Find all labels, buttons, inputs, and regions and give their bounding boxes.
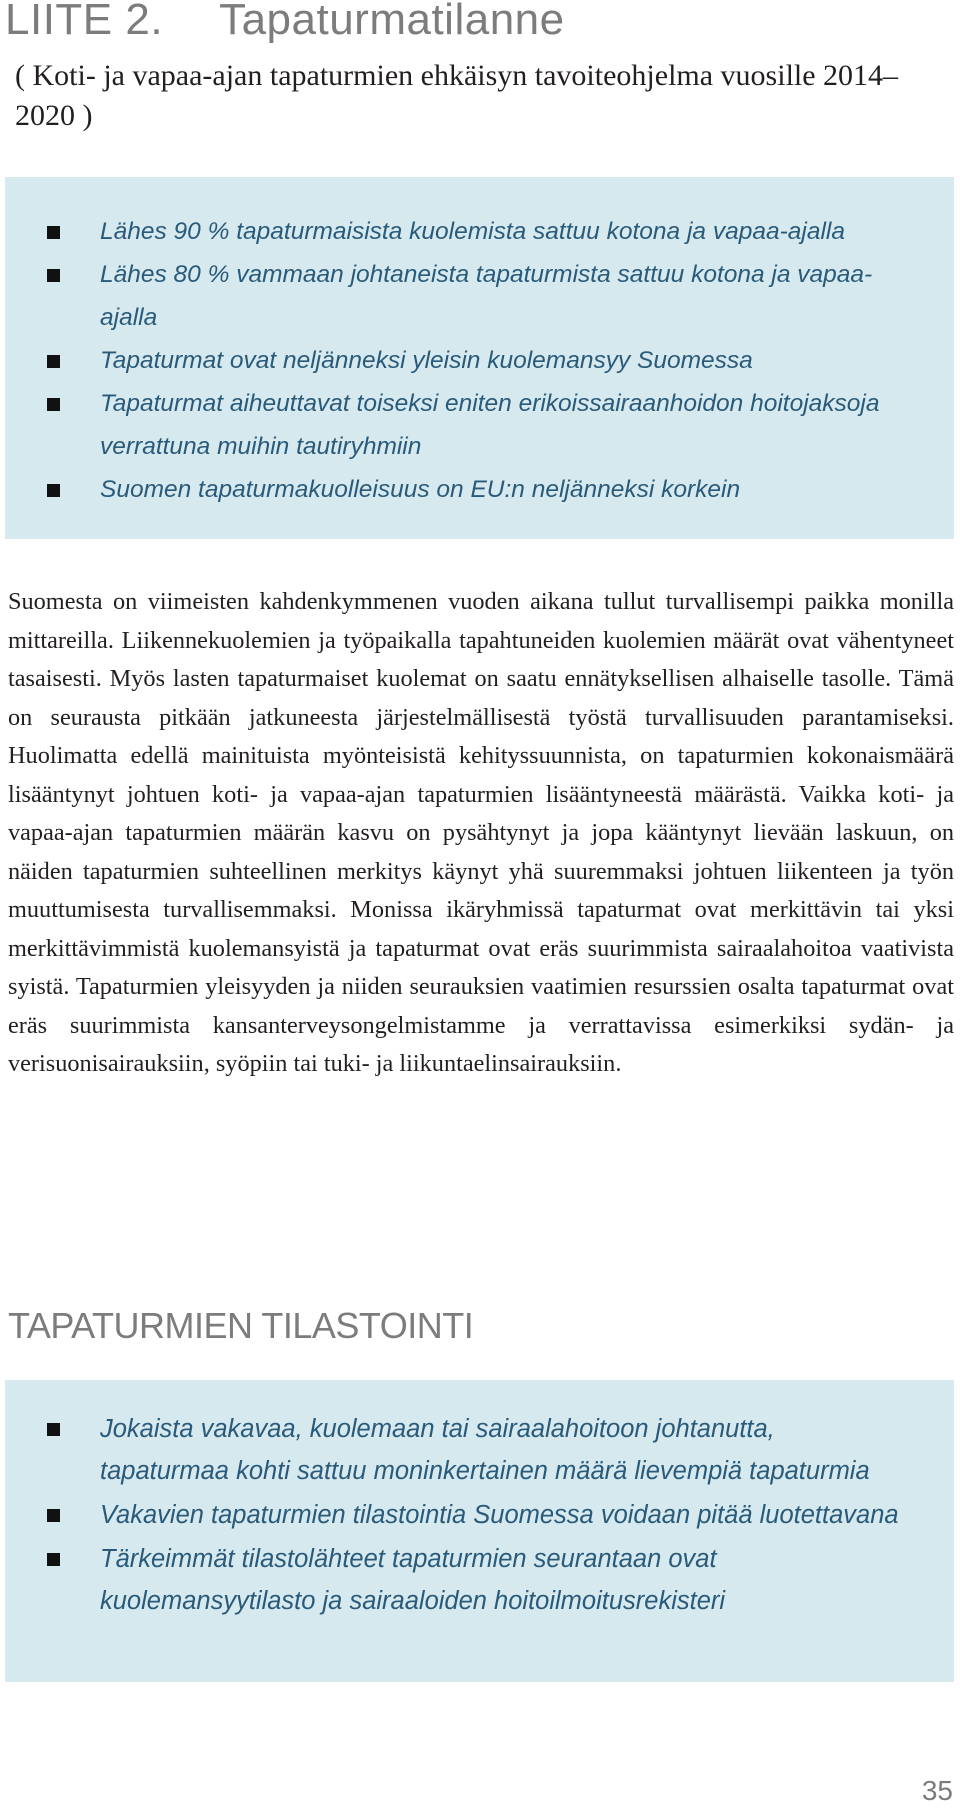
page-number: 35: [921, 1775, 953, 1806]
section-heading: TAPATURMIEN TILASTOINTI: [8, 1305, 474, 1346]
appendix-title: Tapaturmatilanne: [219, 0, 565, 44]
key-fact-item: Suomen tapaturmakuolleisuus on EU:n neljänneksi korkein: [5, 468, 954, 511]
key-fact-item: Lähes 90 % tapaturmaisista kuolemista sattuu kotona ja vapaa-ajalla: [5, 210, 954, 253]
key-fact-item: Tapaturmat aiheuttavat toiseksi eniten erikoissairaanhoidon hoitojaksoja verrattuna muihin tautiryhmiin: [5, 382, 954, 468]
page-subtitle: ( Koti- ja vapaa-ajan tapaturmien ehkäisyn tavoiteohjelma vuosille 2014–2020 ): [15, 59, 899, 132]
statistics-item: Jokaista vakavaa, kuolemaan tai sairaalahoitoon johtanutta, tapaturmaa kohti sattuu moninkertainen määrä lievempiä tapaturmia: [5, 1408, 954, 1492]
square-bullet-icon: [47, 1553, 60, 1566]
key-facts-list: [5, 177, 954, 511]
square-bullet-icon: [47, 269, 60, 282]
statistics-item: Tärkeimmät tilastolähteet tapaturmien seurantaan ovat kuolemansyytilasto ja sairaaloiden hoitoilmoitusrekisteri: [5, 1538, 954, 1622]
square-bullet-icon: [47, 484, 60, 497]
page-title: [5, 0, 565, 46]
square-bullet-icon: [47, 398, 60, 411]
statistics-list: [5, 1380, 954, 1622]
square-bullet-icon: [47, 1423, 60, 1436]
square-bullet-icon: [47, 226, 60, 239]
key-fact-item: Tapaturmat ovat neljänneksi yleisin kuolemansyy Suomessa: [5, 339, 954, 382]
body-paragraph: Suomesta on viimeisten kahdenkymmenen vuoden aikana tullut turvallisempi paikka monilla mittareilla. Liikennekuolemien ja työpaikalla tapahtuneiden kuolemien määrät ovat vähentyneet tasaisesti. Myös lasten tapaturmaiset kuolemat on saatu ennätyksellisen alhaiselle tasolle. Tämä on seurausta pitkään jatkuneesta järjestelmällisestä työstä turvallisuuden parantamiseksi. Huolimatta edellä mainituista myönteisistä kehityssuunnista, on tapaturmien kokonaismäärä lisääntynyt johtuen koti- ja vapaa-ajan tapaturmien lisääntyneestä määrästä. Vaikka koti- ja vapaa-ajan tapaturmien määrän kasvu on pysähtynyt ja jopa kääntynyt lievään laskuun, on näiden tapaturmien suhteellinen merkitys käynyt yhä suuremmaksi johtuen liikenteen ja työn muuttumisesta turvallisemmaksi. Monissa ikäryhmissä tapaturmat ovat merkittävin tai yksi merkittävimmistä kuolemansyistä ja tapaturmat ovat eräs suurimmista sairaalahoitoa vaativista syistä. Tapaturmien yleisyyden ja niiden seurauksien vaatimien resurssien osalta tapaturmat ovat eräs suurimmista kansanterveysongelmistamme ja verrattavissa esimerkiksi sydän- ja verisuonisairauksiin, syöpiin tai tuki- ja liikuntaelinsairauksiin.: [8, 588, 954, 1077]
statistics-item: Vakavien tapaturmien tilastointia Suomessa voidaan pitää luotettavana: [5, 1494, 954, 1536]
square-bullet-icon: [47, 355, 60, 368]
key-facts-box: [5, 177, 954, 539]
square-bullet-icon: [47, 1509, 60, 1522]
statistics-box: [5, 1380, 954, 1682]
key-fact-item: Lähes 80 % vammaan johtaneista tapaturmista sattuu kotona ja vapaa-ajalla: [5, 253, 954, 339]
appendix-label: LIITE 2.: [5, 0, 164, 44]
